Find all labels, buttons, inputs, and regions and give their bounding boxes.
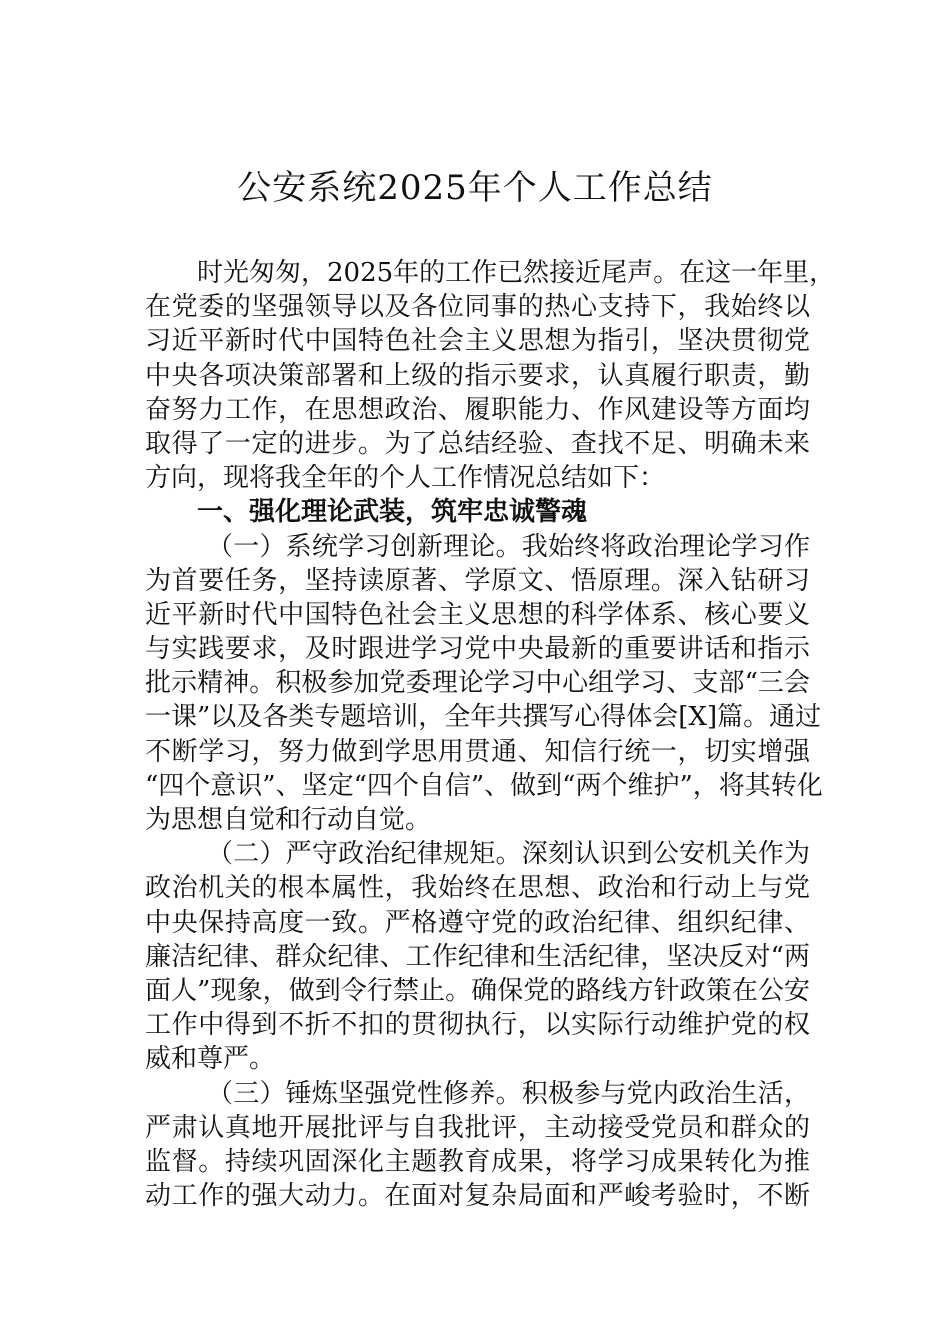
- subsection-line: （二）严守政治纪律规矩。深刻认识到公安机关作为: [207, 839, 810, 870]
- paragraph-line: 奋努力工作，在思想政治、履职能力、作风建设等方面均: [145, 394, 810, 425]
- paragraph-line: 为首要任务，坚持读原著、学原文、悟原理。深入钻研习: [145, 565, 810, 596]
- paragraph-line: 中央保持高度一致。严格遵守党的政治纪律、组织纪律、: [145, 907, 810, 938]
- document-body: [145, 256, 836, 1213]
- section-heading: 一、强化理论武装，筑牢忠诚警魂: [197, 497, 588, 528]
- paragraph-line: 方向，现将我全年的个人工作情况总结如下：: [145, 463, 666, 494]
- paragraph-line: 工作中得到不折不扣的贯彻执行，以实际行动维护党的权: [145, 1010, 810, 1041]
- paragraph-line: 习近平新时代中国特色社会主义思想为指引，坚决贯彻党: [145, 326, 810, 357]
- paragraph-line: 动工作的强大动力。在面对复杂局面和严峻考验时，不断: [145, 1181, 810, 1212]
- paragraph-line: 批示精神。积极参加党委理论学习中心组学习、支部“三会: [145, 668, 810, 699]
- paragraph-line: 面人”现象，做到令行禁止。确保党的路线方针政策在公安: [145, 975, 810, 1006]
- subsection-line: （一）系统学习创新理论。我始终将政治理论学习作: [207, 531, 810, 562]
- paragraph-line: 不断学习，努力做到学思用贯通、知信行统一，切实增强: [145, 736, 810, 767]
- paragraph-line: 与实践要求，及时跟进学习党中央最新的重要讲话和指示: [145, 634, 810, 665]
- paragraph-line: 取得了一定的进步。为了总结经验、查找不足、明确未来: [145, 428, 810, 459]
- paragraph-line: “四个意识”、坚定“四个自信”、做到“两个维护”，将其转化: [145, 770, 823, 801]
- paragraph-line: 严肃认真地开展批评与自我批评，主动接受党员和群众的: [145, 1112, 810, 1143]
- paragraph-line: 中央各项决策部署和上级的指示要求，认真履行职责，勤: [145, 360, 810, 391]
- paragraph-line: 近平新时代中国特色社会主义思想的科学体系、核心要义: [145, 599, 810, 630]
- subsection-line: （三）锤炼坚强党性修养。积极参与党内政治生活，: [207, 1078, 810, 1109]
- paragraph-line: 廉洁纪律、群众纪律、工作纪律和生活纪律，坚决反对“两: [145, 941, 810, 972]
- paragraph-line: 为思想自觉和行动自觉。: [145, 805, 432, 835]
- page-title: 公安系统2025年个人工作总结: [237, 168, 713, 208]
- paragraph-line: 威和尊严。: [145, 1044, 276, 1075]
- paragraph-line: 监督。持续巩固深化主题教育成果，将学习成果转化为推: [145, 1146, 810, 1177]
- paragraph-line: 时光匆匆，2025年的工作已然接近尾声。在这一年里，: [197, 258, 836, 288]
- paragraph-line: 在党委的坚强领导以及各位同事的热心支持下，我始终以: [145, 292, 810, 323]
- paragraph-line: 一课”以及各类专题培训，全年共撰写心得体会[X]篇。通过: [145, 702, 822, 733]
- paragraph-line: 政治机关的根本属性，我始终在思想、政治和行动上与党: [145, 873, 810, 904]
